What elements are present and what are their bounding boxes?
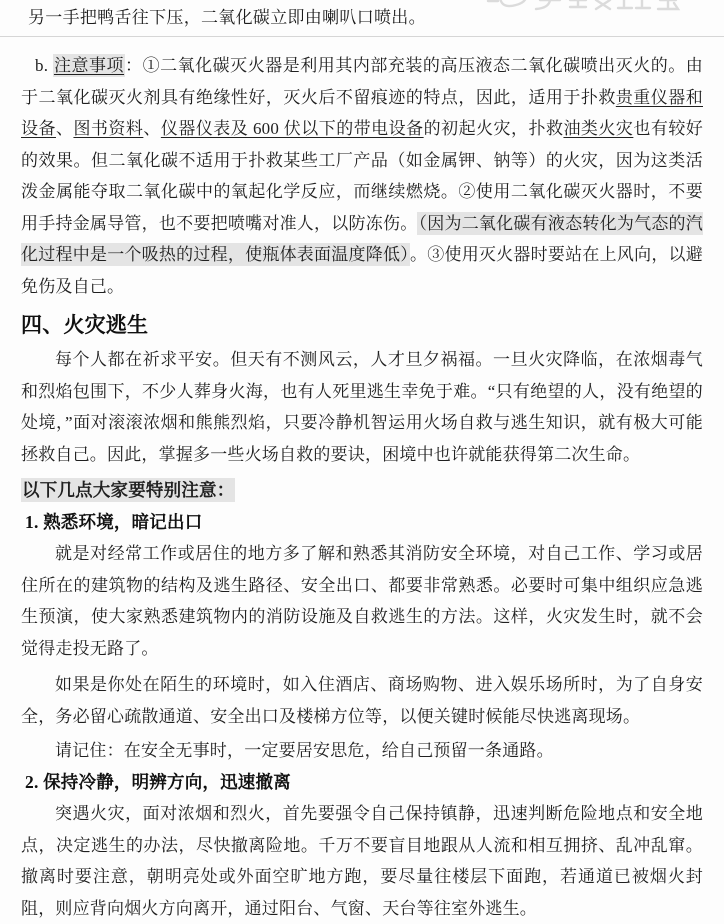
paragraph-co2-precautions	[21, 50, 703, 302]
underlined-oil-fire: 油类火灾	[563, 119, 634, 138]
text-segment: ①二氧化碳灭火器是利用其内部充装的高压液态二氧化碳喷出灭火的。由于二氧化碳灭火剂具有绝缘性好，灭火后不留痕迹的特点，因此，适用于扑救	[21, 56, 703, 107]
highlighted-note-line: 以下几点大家要特别注意：	[22, 480, 235, 500]
watermark-logo-icon	[486, 0, 718, 13]
punct: 、	[143, 119, 161, 138]
paragraph-know-environment-1: 就是对经常工作或居住的地方多了解和熟悉其消防安全环境，对自己工作、学习或居住所在的建筑物的结构及逃生路径、安全出口、都要非常熟悉。必要时可集中组织应急逃生预演，使大家熟悉建筑物内的消防设施及自救逃生的方法。这样，火灾发生时，就不会觉得走投无路了。	[21, 544, 703, 658]
note-line	[21, 475, 703, 507]
colon: ：	[125, 56, 143, 75]
underlined-valuable-equipment: 贵重仪器和设备	[21, 87, 703, 138]
text-segment: 也有较好的效果。但二氧化碳不适用于扑救某些工厂产品（如金属钾、钠等）的火灾，因为这类活泼金属能夺取二氧化碳中的氧起化学反应，而继续燃烧。②使用二氧化碳灭火器时，不要用手持金属导管，也不要把喷嘴对准人，以防冻伤。	[21, 119, 704, 233]
highlighted-term-precautions: 注意事项	[53, 56, 125, 75]
paragraph-escape-intro: 每个人都在祈求平安。但天有不测风云，人才旦夕祸福。一旦火灾降临，在浓烟毒气和烈焰包围下，不少人葬身火海，也有人死里逃生幸免于难。“只有绝望的人，没有绝望的处境，”面对滚滚浓烟和熊熊烈焰，只要冷静机智运用火场自救与逃生知识，就有极大可能拯救自己。因此，掌握多一些火场自救的要诀，困境中也许就能获得第二次生命。	[21, 350, 703, 464]
item-prefix: b.	[35, 56, 53, 75]
underlined-instruments-600v: 仪器仪表及 600 伏以下的带电设备	[160, 119, 424, 138]
paragraph-stay-calm-1: 突遇火灾，面对浓烟和烈火，首先要强令自己保持镇静，迅速判断危险地点和安全地点，决定逃生的办法，尽快撤离险地。千万不要盲目地跟从人流和相互拥挤、乱冲乱窜。撤离时要注意，朝明亮处或外面空旷地方跑，要尽量往楼层下面跑，若通道已被烟火封阻，则应背向烟火方向离开，通过阳台、气窗、天台等往室外逃生。	[21, 804, 703, 918]
underlined-books-materials: 图书资料	[73, 119, 144, 138]
paragraph-remember-path: 请记住：在安全无事时，一定要居安思危，给自己预留一条通路。	[55, 741, 554, 760]
text-segment: 的初起火灾，扑救	[423, 119, 564, 138]
paragraph-know-environment-2: 如果是你处在陌生的环境时，如入住酒店、商场购物、进入娱乐场所时，为了自身安全，务必留心疏散通道、安全出口及楼梯方位等，以便关键时候能尽快逃离现场。	[21, 675, 703, 726]
highlighted-endothermic-note: （因为二氧化碳有液态转化为气态的汽化过程中是一个吸热的过程，使瓶体表面温度降低）	[21, 213, 703, 264]
previous-page-fragment: 另一手把鸭舌往下压，二氧化碳立即由喇叭口喷出。	[28, 8, 426, 27]
section-heading-fire-escape: 四、火灾逃生	[21, 313, 149, 337]
text-segment: 。③使用灭火器时要站在上风向，以避免伤及自己。	[21, 245, 703, 296]
subheading-stay-calm: 2. 保持冷静，明辨方向，迅速撤离	[25, 771, 291, 792]
subheading-know-environment: 1. 熟悉环境，暗记出口	[25, 511, 203, 532]
document-body	[0, 37, 724, 924]
punct: 、	[55, 119, 74, 138]
